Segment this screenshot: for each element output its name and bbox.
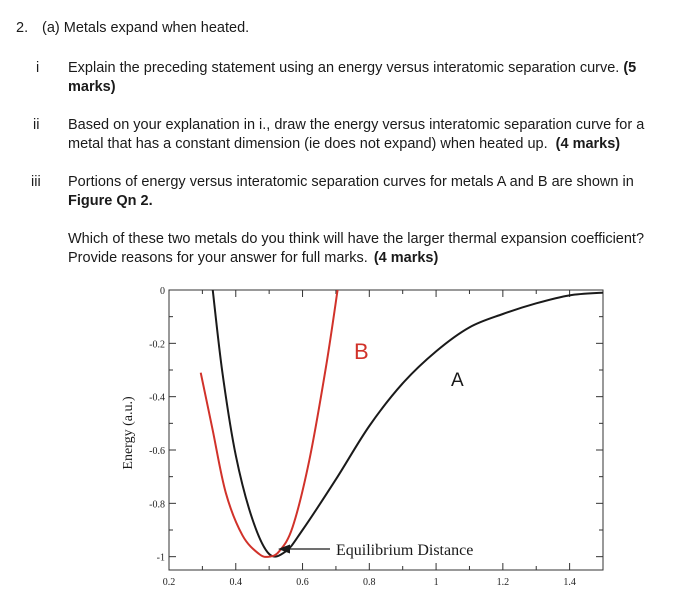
x-tick-label: 0.8 [363, 577, 376, 588]
item-iii-marks: (4 marks) [373, 250, 439, 266]
item-iii-line3: Which of these two metals do you think will have the larger thermal expansion coefficient? [68, 231, 645, 247]
x-tick-label: 0.2 [162, 577, 176, 588]
plot-frame [169, 290, 603, 570]
item-numeral-ii: ii [33, 117, 40, 133]
x-tick-label: 1 [433, 577, 439, 588]
y-tick-label: -0.4 [149, 392, 165, 404]
item-i-marks-part2: marks) [68, 79, 116, 95]
x-tick-label: 1.4 [563, 577, 576, 588]
y-tick-label: -1 [156, 552, 165, 564]
item-i-marks-part1: (5 [623, 60, 637, 76]
item-i-line1: Explain the preceding statement using an energy versus interatomic separation curve. [68, 60, 620, 76]
tick-layer [169, 290, 603, 570]
item-numeral-iii: iii [31, 174, 41, 190]
item-iii-line4: Provide reasons for your answer for full marks. [68, 250, 368, 266]
series-line-a [213, 290, 603, 557]
item-iii-figure-ref: Figure Qn 2. [68, 193, 153, 209]
item-iii-line1: Portions of energy versus interatomic separation curves for metals A and B are shown in [68, 174, 634, 190]
y-axis-label: Energy (a.u.) [121, 396, 136, 470]
item-ii-marks: (4 marks) [555, 136, 621, 152]
question-heading: (a) Metals expand when heated. [42, 20, 250, 36]
x-tick-label: 0.4 [229, 577, 243, 588]
item-ii-line2: metal that has a constant dimension (ie does not expand) when heated up. [68, 136, 548, 152]
y-tick-label: -0.8 [149, 499, 165, 511]
y-tick-label: -0.6 [149, 446, 165, 457]
question-number: 2. [16, 20, 29, 36]
y-tick-label: 0 [160, 286, 165, 297]
item-ii-line1: Based on your explanation in i., draw the energy versus interatomic separation curve for a [68, 117, 645, 133]
x-tick-label: 1.2 [496, 577, 510, 588]
item-numeral-i: i [36, 60, 40, 76]
x-tick-label: 0.6 [296, 577, 309, 588]
y-tick-label: -0.2 [149, 339, 165, 351]
annotation-b: B [354, 339, 369, 364]
annotation-a: A [451, 370, 464, 391]
series-line-b [201, 290, 338, 557]
curve-layer [201, 290, 603, 557]
annotation-equilibrium: Equilibrium Distance [336, 542, 474, 559]
